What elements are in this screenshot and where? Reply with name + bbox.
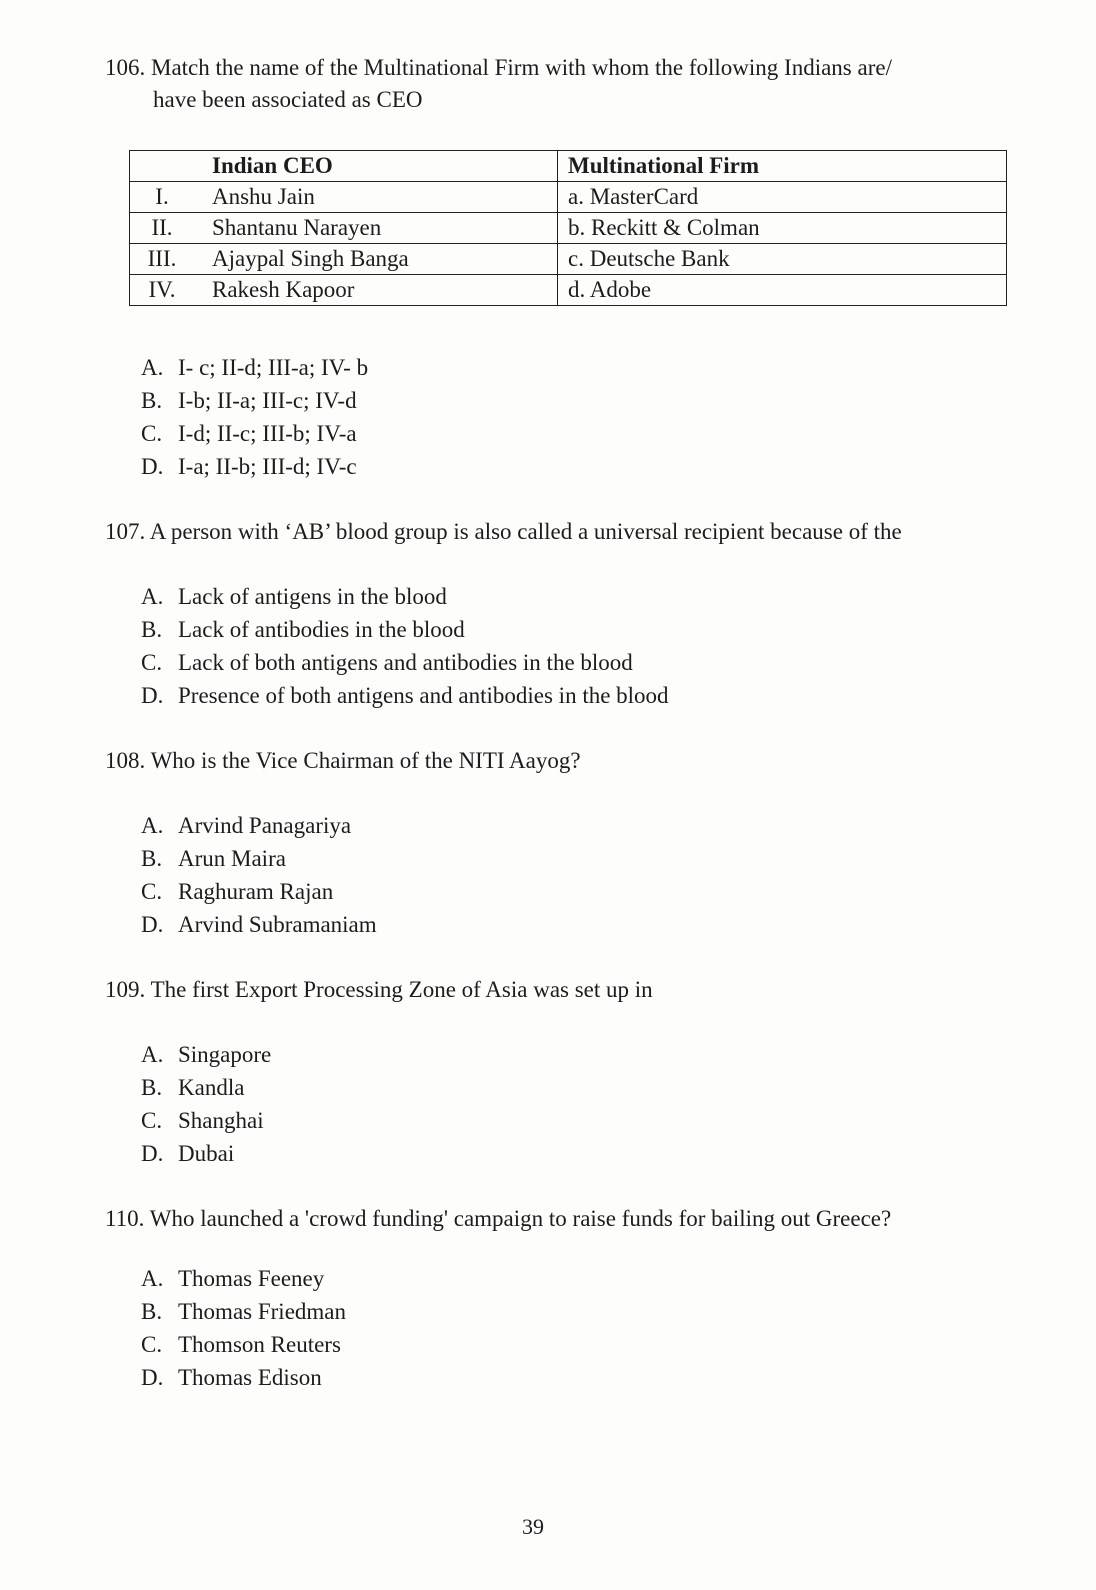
option-b: B. I-b; II-a; III-c; IV-d	[141, 388, 357, 413]
question-number: 109.	[105, 977, 146, 1002]
question-text-continued: have been associated as CEO	[153, 87, 423, 112]
row-numeral: III.	[130, 244, 195, 275]
question-number: 107.	[105, 519, 146, 544]
table-row	[130, 182, 1007, 213]
option-a: A. Singapore	[141, 1042, 272, 1067]
ceo-name: Ajaypal Singh Banga	[194, 244, 558, 275]
option-d: D. Presence of both antigens and antibodies in the blood	[141, 683, 669, 708]
question-text: Match the name of the Multinational Firm with whom the following Indians are/	[151, 55, 892, 80]
header-indian-ceo: Indian CEO	[194, 151, 558, 182]
question-text: Who is the Vice Chairman of the NITI Aayog?	[150, 748, 581, 773]
option-a: A. Lack of antigens in the blood	[141, 584, 447, 609]
option-b: B. Arun Maira	[141, 846, 286, 871]
question-text: The first Export Processing Zone of Asia was set up in	[150, 977, 653, 1002]
option-d: D. Dubai	[141, 1141, 235, 1166]
question-number: 108.	[105, 748, 146, 773]
question-110	[105, 1203, 891, 1234]
firm-name: c. Deutsche Bank	[558, 244, 1007, 275]
option-d: D. I-a; II-b; III-d; IV-c	[141, 454, 357, 479]
match-table	[129, 150, 1007, 306]
row-numeral: II.	[130, 213, 195, 244]
option-c: C. Thomson Reuters	[141, 1332, 341, 1357]
question-number: 106.	[105, 55, 146, 80]
option-b: B. Thomas Friedman	[141, 1299, 346, 1324]
ceo-name: Rakesh Kapoor	[194, 275, 558, 306]
table-row	[130, 275, 1007, 306]
options-107	[141, 580, 669, 712]
row-numeral: I.	[130, 182, 195, 213]
question-text: A person with ‘AB’ blood group is also called a universal recipient because of the	[149, 519, 902, 544]
question-text: Who launched a 'crowd funding' campaign to raise funds for bailing out Greece?	[149, 1206, 892, 1231]
firm-name: b. Reckitt & Colman	[558, 213, 1007, 244]
question-109	[105, 974, 653, 1005]
row-numeral: IV.	[130, 275, 195, 306]
firm-name: a. MasterCard	[558, 182, 1007, 213]
option-b: B. Kandla	[141, 1075, 245, 1100]
option-b: B. Lack of antibodies in the blood	[141, 617, 465, 642]
table-header-row	[130, 151, 1007, 182]
option-c: C. I-d; II-c; III-b; IV-a	[141, 421, 357, 446]
option-a: A. Thomas Feeney	[141, 1266, 325, 1291]
header-multinational-firm: Multinational Firm	[558, 151, 1007, 182]
question-108	[105, 745, 581, 776]
question-107	[105, 516, 902, 547]
ceo-name: Anshu Jain	[194, 182, 558, 213]
ceo-name: Shantanu Narayen	[194, 213, 558, 244]
question-number: 110.	[105, 1206, 145, 1231]
option-c: C. Lack of both antigens and antibodies in the blood	[141, 650, 633, 675]
option-d: D. Thomas Edison	[141, 1365, 322, 1390]
options-108	[141, 809, 377, 941]
page-number: 39	[522, 1514, 544, 1539]
option-a: A. I- c; II-d; III-a; IV- b	[141, 355, 369, 380]
options-109	[141, 1038, 271, 1170]
question-106	[105, 52, 892, 83]
option-c: C. Raghuram Rajan	[141, 879, 334, 904]
table-row	[130, 213, 1007, 244]
option-a: A. Arvind Panagariya	[141, 813, 352, 838]
table-row	[130, 244, 1007, 275]
options-106	[141, 351, 368, 483]
options-110	[141, 1262, 346, 1394]
option-c: C. Shanghai	[141, 1108, 264, 1133]
option-d: D. Arvind Subramaniam	[141, 912, 377, 937]
firm-name: d. Adobe	[558, 275, 1007, 306]
